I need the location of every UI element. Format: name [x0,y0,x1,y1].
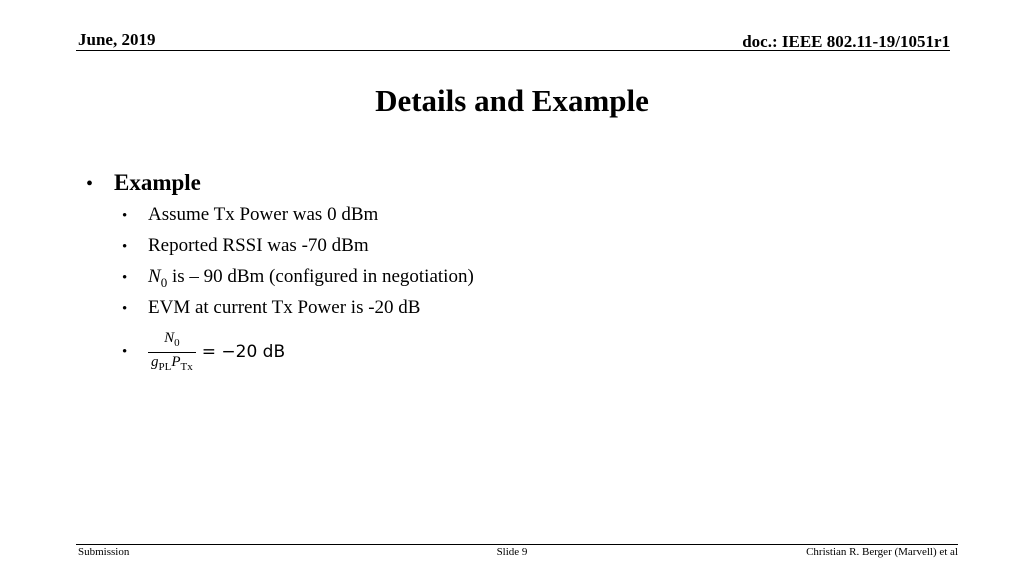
sub-bullet-text: Assume Tx Power was 0 dBm [148,204,379,225]
bullet-dot: • [122,270,128,286]
formula-numerator: $N_0$ [164,329,180,349]
sub-bullet-n0 [122,266,474,297]
sub-bullet-text: $N_0$ is – 90 dBm (configured in negotiation) [148,266,474,290]
footer-slide-number: Slide 9 [496,546,528,558]
footer-submission: Submission [78,546,130,558]
bullet-dot: • [122,301,128,317]
footer-divider [76,544,958,545]
sub-bullet-text: EVM at current Tx Power is -20 dB [148,297,421,318]
n0-symbol: $N_0$ [148,266,168,290]
bullet-example [86,170,474,196]
header-doc-id: doc.: IEEE 802.11-19/1051r1 [742,32,950,51]
bullet-dot: • [122,343,128,360]
sub-bullet-tx-power [122,204,474,235]
sub-bullet-rssi [122,235,474,266]
formula-fraction [148,329,196,376]
footer-author: Christian R. Berger (Marvell) et al [806,546,958,558]
sub-bullet-evm [122,297,474,328]
header-date: June, 2019 [78,30,156,49]
bullet-dot: • [122,208,128,224]
bullet-dot: • [86,173,94,195]
sub-bullet-formula [122,328,474,376]
formula-denominator: $g_{PL}P_{Tx}$ [148,352,196,376]
sub-bullet-text: Reported RSSI was -70 dBm [148,235,369,256]
bullet-list [86,170,474,376]
slide-title: Details and Example [375,83,649,118]
bullet-example-label: Example [114,170,201,195]
formula-result: = −20 dB [201,342,286,362]
sub-bullet-list [122,204,474,376]
bullet-dot: • [122,239,128,255]
header-divider [76,50,950,51]
